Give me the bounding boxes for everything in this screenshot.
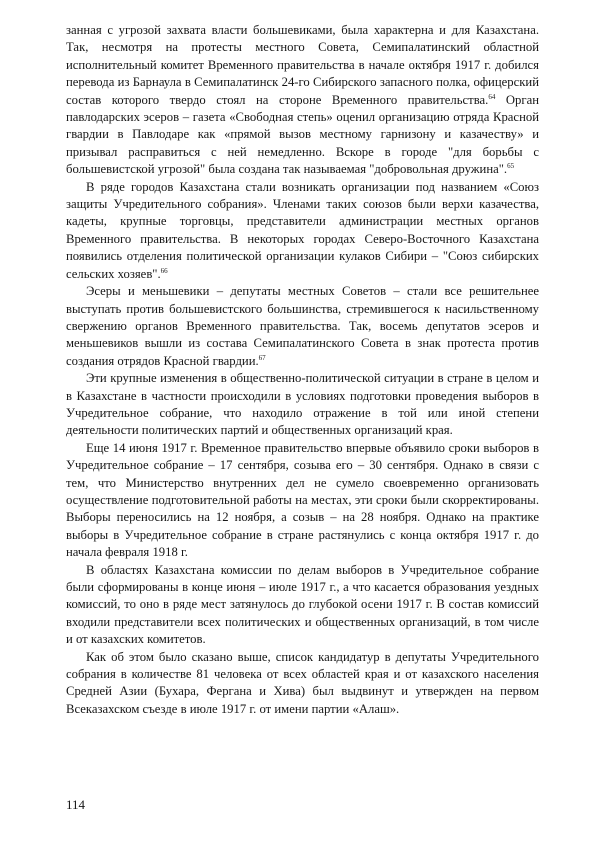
page-body (66, 22, 539, 718)
paragraph-1 (66, 22, 539, 179)
footnote-ref-67: 67 (258, 353, 266, 362)
paragraph-3 (66, 283, 539, 370)
paragraph-5 (66, 440, 539, 562)
paragraph-3-text: Эсеры и меньшевики – депутаты местных Советов – стали все решительнее выступать против большевистского большинства, стремившегося к насильственному свержению органов Временного правительства. Так, восемь депутатов эсеров и меньшевиков вышли из состава Семипалатинского Совета в знак протеста против создания отрядов Красной гвардии. (66, 284, 539, 368)
footnote-ref-65: 65 (507, 162, 515, 171)
paragraph-2 (66, 179, 539, 283)
paragraph-7 (66, 649, 539, 719)
paragraph-5-text: Еще 14 июня 1917 г. Временное правительство впервые объявило сроки выборов в Учредительное собрание – 17 сентября, созыва его – 30 сентября. Однако в связи с тем, что Министерство внутренних дел не сумело своевременно организовать осуществление подготовительной работы на местах, эти сроки были скорректированы. Выборы переносились на 12 ноября, а созыв – на 28 ноября. Однако на практике выборы в Учредительное собрание в стране растянулись с конца октября 1917 г. до начала февраля 1918 г. (66, 440, 539, 560)
paragraph-2-text: В ряде городов Казахстана стали возникать организации под названием «Союз защиты Учредительного собрания». Членами таких союзов были верхи казачества, кадеты, крупные торговцы, представители администрации местных органов Временного правительства. В некоторых городах Северо-Восточного Казахстана появились отделения политической организации кулаков Сибири – "Союз сибирских сельских хозяев". (66, 179, 539, 281)
page-number: 114 (66, 797, 86, 812)
footnote-ref-66: 66 (160, 266, 168, 275)
paragraph-7-text: Как об этом было сказано выше, список кандидатур в депутаты Учредительного собрания в количестве 81 человека от всех областей края и от казахского населения Средней Азии (Бухара, Фергана и Хива) был выдвинут и утвержден на первом Всеказахском съезде в июле 1917 г. от имени партии «Алаш». (66, 649, 539, 716)
paragraph-4-text: Эти крупные изменения в общественно-политической ситуации в стране в целом и в Казахстане в частности происходили в условиях подготовки проведения выборов в Учредительное собрание, что находило отражение в той или иной степени деятельности политических партий и общественных организаций края. (66, 371, 539, 438)
paragraph-1-text-a: занная с угрозой захвата власти большевиками, была характерна и для Казахстана. Так, несмотря на протесты местного Совета, Семипалатинский областной исполнительный комитет Временного правительства в начале октября 1917 г. добился перевода из Барнаула в Семипалатинск 24-го Сибирского запасного полка, офицерский состав которого твердо стоял на стороне Временного правительства. (66, 23, 539, 107)
footnote-ref-64: 64 (488, 92, 496, 101)
paragraph-4 (66, 370, 539, 440)
paragraph-6-text: В областях Казахстана комиссии по делам выборов в Учредительное собрание были сформированы в конце июня – июле 1917 г., а что касается образования уездных комиссий, то оно в ряде мест затянулось до глубокой осени 1917 г. В состав комиссий входили представители всех политических и общественных организаций, в том числе и от казахских комитетов. (66, 562, 539, 647)
paragraph-6 (66, 562, 539, 649)
paragraph-1-text-b: Орган павлодарских эсеров – газета «Свободная степь» оценил организацию отряда Красной гвардии в Павлодаре как «прямой вызов местному гарнизону и казачеству» и призывал расправиться с ней немедленно. Вскоре в городе "для борьбы с большевистской угрозой" была создана так называемая "добровольная дружина". (66, 92, 539, 177)
